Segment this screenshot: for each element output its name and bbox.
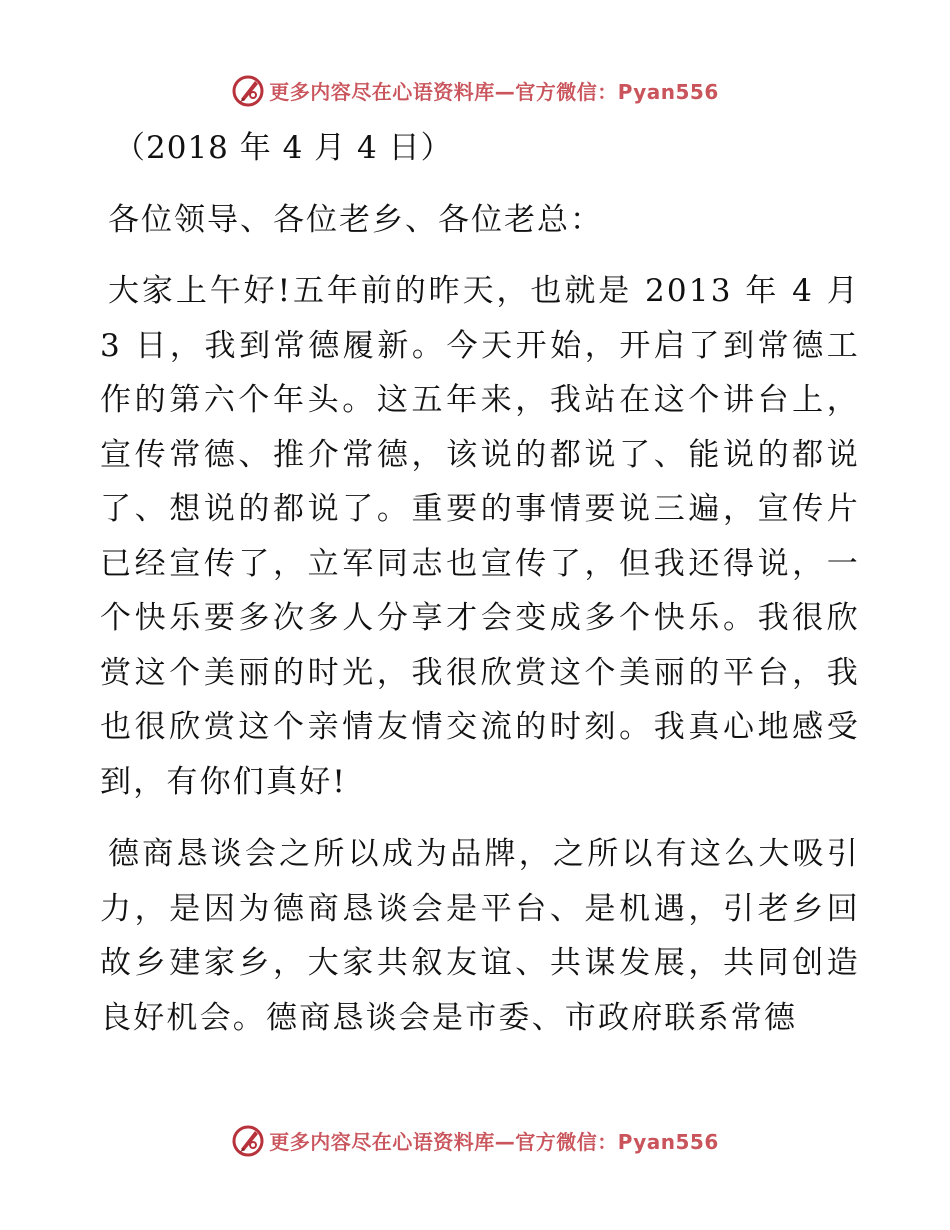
- document-body: [100, 120, 860, 1063]
- footer-watermark: [0, 1120, 950, 1160]
- paragraph-2: 德商恳谈会之所以成为品牌，之所以有这么大吸引力，是因为德商恳谈会是平台、是机遇，引老乡回故乡建家乡，大家共叙友谊、共谋发展，共同创造良好机会。德商恳谈会是市委、市政府联系常德: [100, 836, 860, 1036]
- footer-watermark-text: 更多内容尽在心语资料库—官方微信：Pyan556: [269, 1129, 719, 1154]
- quill-pen-logo-icon: [231, 1123, 265, 1157]
- header-watermark-text: 更多内容尽在心语资料库—官方微信：Pyan556: [269, 79, 719, 104]
- speech-date: （2018 年 4 月 4 日）: [114, 130, 453, 166]
- header-watermark: [0, 70, 950, 110]
- paragraph-1: 大家上午好!五年前的昨天，也就是 2013 年 4 月 3 日，我到常德履新。今天开始，开启了到常德工作的第六个年头。这五年来，我站在这个讲台上，宣传常德、推介常德，该说的都说了、能说的都说了、想说的都说了。重要的事情要说三遍，宣传片已经宣传了，立军同志也宣传了，但我还得说，一个快乐要多次多人分享才会变成多个快乐。我很欣赏这个美丽的时光，我很欣赏这个美丽的平台，我也很欣赏这个亲情友情交流的时刻。我真心地感受到，有你们真好!: [100, 273, 860, 800]
- quill-pen-logo-icon: [231, 73, 265, 107]
- salutation: 各位领导、各位老乡、各位老总：: [108, 202, 603, 238]
